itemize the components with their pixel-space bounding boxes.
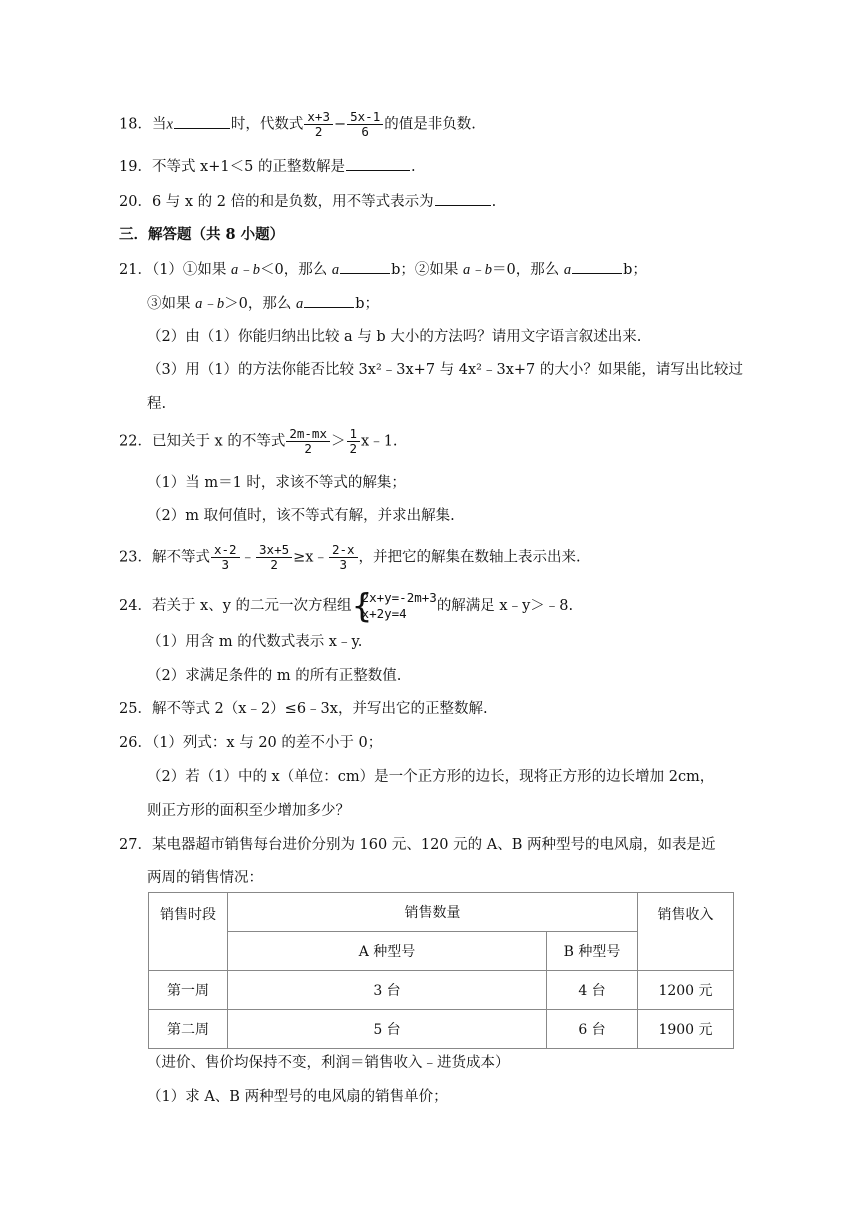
question-22-part2: （2）m 取何值时，该不等式有解，并求出解集. <box>147 508 455 524</box>
table-row <box>149 971 734 1010</box>
header-period: 销售时段 <box>149 893 228 971</box>
question-20 <box>119 190 496 213</box>
minus-sign: ﹣ <box>240 549 256 566</box>
q24-text-end: 的解满足 x﹣y＞﹣8. <box>436 598 574 614</box>
q20-text: 20．6 与 x 的 2 倍的和是负数，用不等式表示为 <box>119 194 434 210</box>
q19-end: . <box>410 159 416 175</box>
fraction-denominator: 2 <box>314 124 323 139</box>
q23-text-end: ，并把它的解集在数轴上表示出来. <box>358 549 581 566</box>
q22-text-end: x﹣1. <box>361 433 398 450</box>
q18-var-x: x <box>166 116 173 133</box>
cell-type-b: 4 台 <box>547 971 638 1010</box>
question-21-line2 <box>147 292 379 315</box>
q18-text: 时，代数式 <box>230 116 304 133</box>
fraction-numerator: 5x-1 <box>347 110 383 125</box>
q20-blank <box>435 190 491 206</box>
q21-blank <box>340 258 390 274</box>
question-18 <box>119 110 476 139</box>
fraction-denominator: 2 <box>304 441 312 456</box>
q21-text: b；②如果 <box>391 262 464 278</box>
q21-text: b； <box>355 296 379 312</box>
question-27-part1: （1）求 A、B 两种型号的电风扇的销售单价； <box>147 1089 448 1105</box>
sales-table <box>148 892 734 1049</box>
q20-end: . <box>491 194 497 210</box>
question-27-note: （进价、售价均保持不变，利润＝销售收入﹣进货成本） <box>147 1055 510 1071</box>
cell-period: 第一周 <box>149 971 228 1010</box>
fraction <box>329 543 358 572</box>
q18-blank <box>174 113 230 129</box>
fraction-numerator: 2-x <box>329 543 358 558</box>
header-type-a: A 种型号 <box>228 932 547 971</box>
q18-number: 18．当 <box>119 116 167 133</box>
fraction-denominator: 3 <box>339 557 348 572</box>
q21-var-a: a <box>331 262 340 278</box>
q19-text: 19．不等式 x+1＜5 的正整数解是 <box>119 159 345 175</box>
question-21-part3: （3）用（1）的方法你能否比较 3x²﹣3x+7 与 4x²﹣3x+7 的大小？如果能，请写出比较过 <box>147 362 743 378</box>
q23-text: 23．解不等式 <box>119 549 210 566</box>
question-27-line1: 27．某电器超市销售每台进价分别为 160 元、120 元的 A、B 两种型号的电风扇，如表是近 <box>119 837 716 853</box>
q21-text: ＜0，那么 <box>260 262 332 278</box>
cell-income: 1200 元 <box>638 971 734 1010</box>
cell-income: 1900 元 <box>638 1010 734 1049</box>
table-row <box>149 1010 734 1049</box>
q21-var-a: a <box>563 262 572 278</box>
fraction-denominator: 3 <box>221 557 229 572</box>
fraction-denominator: 2 <box>270 557 278 572</box>
question-25: 25．解不等式 2（x﹣2）≤6﹣3x，并写出它的正整数解. <box>119 701 488 717</box>
q21-text: 21．（1）①如果 <box>119 262 232 278</box>
q21-text: ③如果 <box>147 296 196 312</box>
q21-text: b； <box>623 262 647 278</box>
cell-period: 第二周 <box>149 1010 228 1049</box>
q21-text: ＞0，那么 <box>224 296 296 312</box>
q22-text: 22．已知关于 x 的不等式 <box>119 433 286 450</box>
fraction-denominator: 2 <box>349 441 358 456</box>
header-income: 销售收入 <box>638 893 734 971</box>
q21-expr: a﹣b <box>195 296 225 312</box>
q18-text-end: 的值是非负数. <box>384 116 476 133</box>
minus-sign: − <box>333 116 347 133</box>
fraction <box>347 427 361 456</box>
q21-blank <box>304 292 354 308</box>
equation-1: 2x+y=-2m+3 <box>361 590 437 605</box>
question-19 <box>119 155 416 178</box>
question-27-line2: 两周的销售情况： <box>147 870 263 886</box>
header-quantity: 销售数量 <box>228 893 638 932</box>
fraction-numerator: 1 <box>347 427 361 442</box>
q21-blank <box>572 258 622 274</box>
question-24-part2: （2）求满足条件的 m 的所有正整数值. <box>147 668 402 684</box>
fraction-numerator: 2m-mx <box>286 427 330 442</box>
gt-sign: ＞ <box>331 433 346 450</box>
cell-type-a: 3 台 <box>228 971 547 1010</box>
fraction-numerator: x+3 <box>304 110 333 125</box>
q24-text: 24．若关于 x、y 的二元一次方程组 <box>119 598 352 614</box>
q21-expr: a﹣b <box>463 262 493 278</box>
q19-blank <box>346 155 410 171</box>
fraction-numerator: 3x+5 <box>256 543 292 558</box>
equation-system <box>351 586 437 625</box>
brace-icon: { <box>351 586 373 625</box>
fraction-numerator: x-2 <box>211 543 240 558</box>
fraction <box>347 110 383 139</box>
q21-var-a: a <box>295 296 304 312</box>
fraction <box>256 543 292 572</box>
question-24 <box>119 586 574 625</box>
fraction <box>286 427 330 456</box>
question-26-line1: 26．（1）列式：x 与 20 的差不小于 0； <box>119 735 383 751</box>
section-heading: 三．解答题（共 8 小题） <box>119 226 285 243</box>
question-21-part3-cont: 程. <box>147 396 167 412</box>
cell-type-a: 5 台 <box>228 1010 547 1049</box>
fraction <box>304 110 333 139</box>
question-21-line1 <box>119 258 647 281</box>
fraction-denominator: 6 <box>361 124 369 139</box>
question-21-part2: （2）由（1）你能归纳出比较 a 与 b 大小的方法吗？请用文字语言叙述出来. <box>147 329 642 345</box>
fraction <box>211 543 240 572</box>
header-type-b: B 种型号 <box>547 932 638 971</box>
equation-2: x+2y=4 <box>361 606 407 621</box>
question-22 <box>119 427 398 456</box>
ge-sign: ≥x﹣ <box>293 549 328 566</box>
q21-text: ＝0，那么 <box>492 262 564 278</box>
q21-expr: a﹣b <box>231 262 261 278</box>
cell-type-b: 6 台 <box>547 1010 638 1049</box>
question-26-line3: 则正方形的面积至少增加多少？ <box>147 803 350 819</box>
question-23 <box>119 543 581 572</box>
question-22-part1: （1）当 m＝1 时，求该不等式的解集； <box>147 475 406 491</box>
question-24-part1: （1）用含 m 的代数式表示 x﹣y. <box>147 634 363 650</box>
question-26-line2: （2）若（1）中的 x（单位：cm）是一个正方形的边长，现将正方形的边长增加 2cm， <box>147 769 715 785</box>
